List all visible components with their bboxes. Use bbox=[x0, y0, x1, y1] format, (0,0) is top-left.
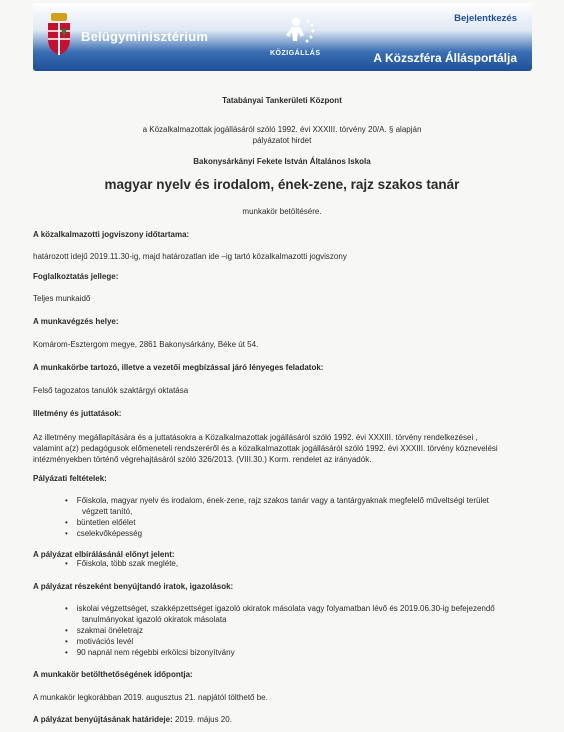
portal-title: A Közszféra Állásportálja bbox=[373, 51, 517, 65]
section-title-workplace: A munkavégzés helye: bbox=[33, 317, 119, 326]
position-suffix: munkakör betöltésére. bbox=[242, 207, 322, 216]
section-title-conditions: Pályázati feltételek: bbox=[33, 474, 107, 483]
salary-line-2: valamint a(z) pedagógusok előmeneteli rendszeréről és a közalkalmazottak jogállásáról szóló 1992. évi XXXIII. törvény köznevelési bbox=[33, 444, 498, 453]
section-text-employment: Teljes munkaidő bbox=[33, 294, 91, 303]
site-header bbox=[33, 3, 532, 71]
section-text-duration: határozott idejű 2019.11.30-ig, majd határozatlan ide –ig tartó közalkalmazotti jogviszony bbox=[33, 252, 347, 261]
intro-line-2: pályázatot hirdet bbox=[252, 136, 312, 145]
coat-of-arms-icon bbox=[45, 11, 73, 57]
deadline-line bbox=[33, 714, 232, 725]
list-item: • cselekvőképesség bbox=[65, 529, 143, 538]
deadline-value: 2019. május 20. bbox=[175, 715, 232, 724]
list-item: • iskolai végzettséget, szakképzettséget igazoló okiratok másolata vagy folyamatban lévő és 2019.06.30-ig befejezendő bbox=[65, 604, 495, 613]
section-title-employment: Foglalkoztatás jellege: bbox=[33, 272, 119, 281]
deadline-label: A pályázat benyújtásának határideje: bbox=[33, 715, 173, 724]
list-item: • motivációs levél bbox=[65, 637, 134, 646]
login-link[interactable]: Bejelentkezés bbox=[454, 13, 517, 24]
intro-line-1: a Közalkalmazottak jogállásáról szóló 1992. évi XXXIII. törvény 20/A. § alapján bbox=[142, 125, 422, 134]
list-item: • Főiskola, magyar nyelv és irodalom, ének-zene, rajz szakos tanár vagy a tantárgyaknak megfelelő műveltségi terület bbox=[65, 496, 489, 505]
section-title-tasks: A munkakörbe tartozó, illetve a vezetői megbízással járó lényeges feladatok: bbox=[33, 363, 324, 372]
section-title-documents: A pályázat részeként benyújtandó iratok, igazolások: bbox=[33, 582, 234, 591]
salary-line-3: intézményekben történő végrehajtásáról szóló 326/2013. (VIII.30.) Korm. rendelet az irányadók. bbox=[33, 455, 372, 464]
section-title-duration: A közalkalmazotti jogviszony időtartama: bbox=[33, 230, 190, 239]
ministry-name: Belügyminisztérium bbox=[81, 29, 209, 44]
section-text-start: A munkakör legkorábban 2019. augusztus 21. napjától tölthető be. bbox=[33, 693, 268, 702]
list-item: • büntetlen előélet bbox=[65, 518, 136, 527]
list-item: • szakmai önéletrajz bbox=[65, 626, 143, 635]
list-item-continuation: tanulmányokat igazoló okiratok másolata bbox=[82, 615, 227, 624]
list-item: • Főiskola, több szak megléte, bbox=[65, 559, 179, 568]
section-title-advantage: A pályázat elbírálásánál előnyt jelent: bbox=[33, 550, 175, 559]
section-title-start: A munkakör betölthetőségének időpontja: bbox=[33, 670, 193, 679]
list-item-continuation: végzett tanító, bbox=[82, 507, 133, 516]
section-text-workplace: Komárom-Esztergom megye, 2861 Bakonysárkány, Béke út 54. bbox=[33, 340, 259, 349]
position-title: magyar nyelv és irodalom, ének-zene, rajz szakos tanár bbox=[104, 177, 460, 192]
school-name: Bakonysárkányi Fekete István Általános Iskola bbox=[193, 157, 371, 166]
kozig-logo-icon bbox=[278, 15, 318, 45]
section-text-tasks: Felső tagozatos tanulók szaktárgyi oktatása bbox=[33, 386, 189, 395]
list-item: • 90 napnál nem régebbi erkölcsi bizonyítvány bbox=[65, 648, 235, 657]
salary-line-1: Az illetmény megállapítására és a juttatásokra a Közalkalmazottak jogállásáról szóló 1992. évi XXXIII. törvény rendelkezései , bbox=[33, 433, 478, 442]
employer-name: Tatabányai Tankerületi Központ bbox=[222, 96, 342, 105]
kozig-label: KÖZIGÁLLÁS bbox=[270, 50, 321, 57]
section-title-salary: Illetmény és juttatások: bbox=[33, 409, 122, 418]
